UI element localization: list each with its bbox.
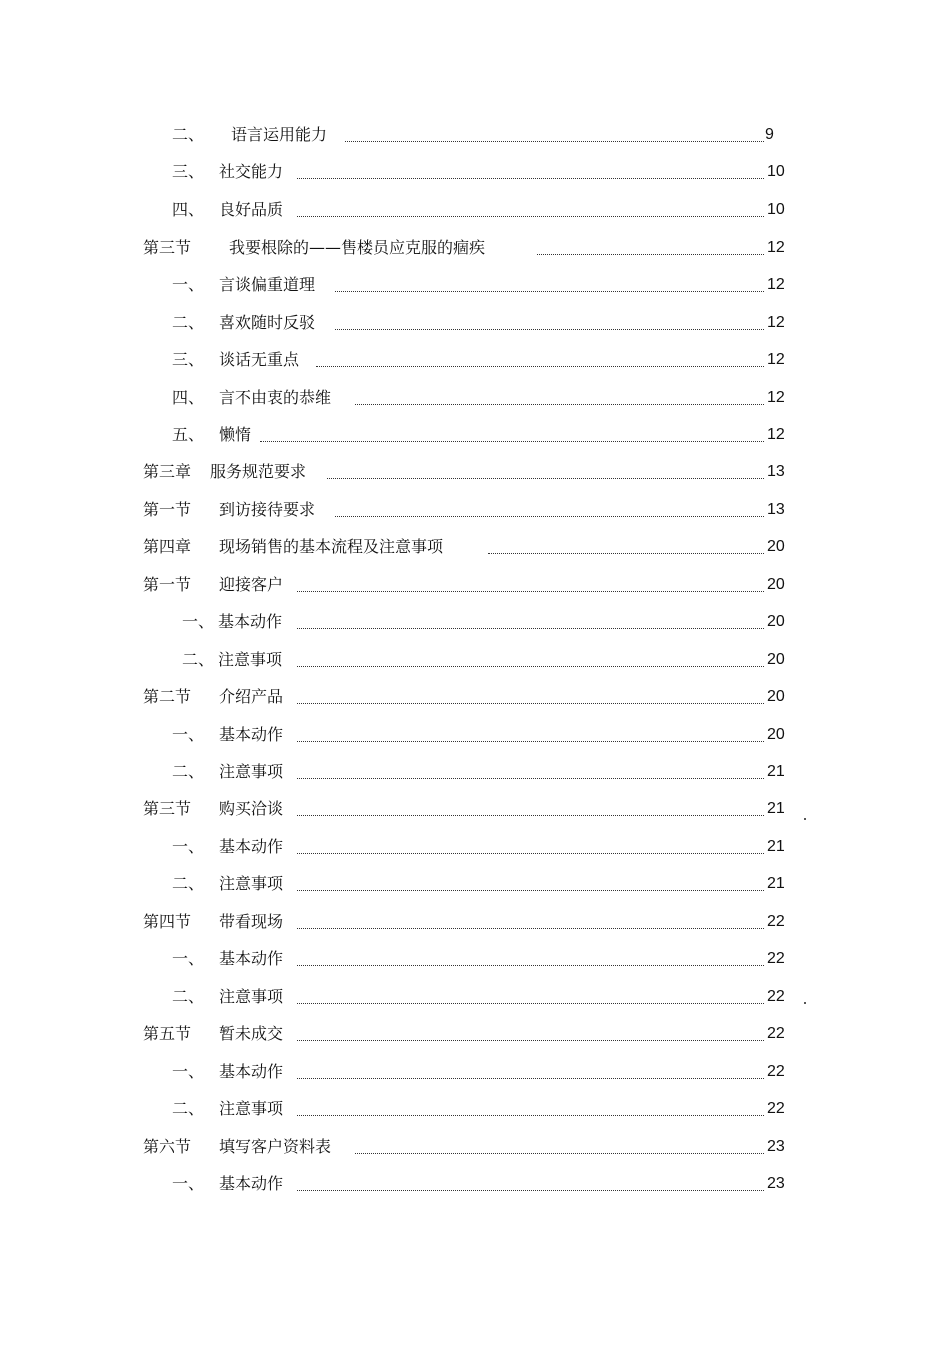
toc-entry-page-number: 22 [767, 1100, 785, 1117]
toc-entry-number: 第三节 [143, 238, 192, 257]
toc-entry-number: 五、 [172, 425, 205, 444]
toc-entry[interactable] [0, 872, 950, 896]
toc-entry-number: 三、 [172, 350, 205, 369]
toc-entry-page-number: 12 [767, 389, 785, 406]
toc-leader-dots [297, 928, 764, 929]
toc-leader-dots [297, 1003, 764, 1004]
toc-leader-dots [355, 1153, 764, 1154]
toc-entry-title: 迎接客户 [219, 575, 284, 594]
toc-entry[interactable] [0, 947, 950, 971]
toc-entry[interactable] [0, 910, 950, 934]
toc-entry-number: 第五节 [143, 1024, 192, 1043]
toc-entry-title: 言谈偏重道理 [219, 275, 316, 294]
stray-dot [804, 1002, 806, 1004]
toc-entry-page-number: 22 [767, 950, 785, 967]
toc-entry-page-number: 13 [767, 463, 785, 480]
toc-entry-page-number: 22 [767, 1025, 785, 1042]
toc-entry-page-number: 22 [767, 988, 785, 1005]
toc-entry-title: 语言运用能力 [231, 125, 328, 144]
toc-leader-dots [297, 628, 764, 629]
toc-entry-title: 喜欢随时反驳 [219, 313, 316, 332]
toc-entry[interactable] [0, 348, 950, 372]
toc-entry-number: 第一节 [143, 575, 192, 594]
toc-entry[interactable] [0, 160, 950, 184]
toc-entry-number: 一、 [172, 725, 205, 744]
toc-entry[interactable] [0, 685, 950, 709]
toc-entry[interactable] [0, 386, 950, 410]
toc-leader-dots [316, 366, 764, 367]
toc-entry[interactable] [0, 1135, 950, 1159]
toc-leader-dots [355, 404, 764, 405]
toc-entry-page-number: 23 [767, 1138, 785, 1155]
toc-entry-title: 基本动作 [219, 837, 284, 856]
toc-leader-dots [335, 291, 764, 292]
toc-entry-title: 良好品质 [219, 200, 284, 219]
toc-entry[interactable] [0, 498, 950, 522]
toc-entry-number: 一、 [172, 837, 205, 856]
toc-entry-number: 第二节 [143, 687, 192, 706]
toc-leader-dots [297, 666, 764, 667]
toc-leader-dots [297, 703, 764, 704]
toc-entry-title: 注意事项 [219, 1099, 284, 1118]
toc-entry-number: 三、 [172, 162, 205, 181]
toc-entry-page-number: 9 [765, 126, 774, 143]
toc-entry[interactable] [0, 198, 950, 222]
toc-entry-number: 二、 [172, 1099, 205, 1118]
toc-entry[interactable] [0, 835, 950, 859]
toc-entry-page-number: 10 [767, 201, 785, 218]
toc-entry[interactable] [0, 273, 950, 297]
toc-entry[interactable] [0, 236, 950, 260]
toc-leader-dots [335, 516, 764, 517]
toc-leader-dots [345, 141, 764, 142]
toc-entry-number: 四、 [172, 200, 205, 219]
toc-leader-dots [297, 890, 764, 891]
toc-entry-number: 二、 [172, 987, 205, 1006]
toc-entry-number: 一、 [182, 612, 215, 631]
toc-entry-page-number: 21 [767, 875, 785, 892]
toc-entry-page-number: 20 [767, 688, 785, 705]
toc-entry-number: 四、 [172, 388, 205, 407]
toc-entry-title: 填写客户资料表 [219, 1137, 332, 1156]
toc-entry[interactable] [0, 648, 950, 672]
toc-entry-page-number: 23 [767, 1175, 785, 1192]
toc-entry-title: 现场销售的基本流程及注意事项 [219, 537, 444, 556]
toc-leader-dots [297, 778, 764, 779]
toc-entry-title: 基本动作 [218, 612, 283, 631]
toc-leader-dots [335, 329, 764, 330]
toc-entry-number: 二、 [172, 313, 205, 332]
toc-entry[interactable] [0, 423, 950, 447]
toc-entry[interactable] [0, 797, 950, 821]
toc-entry-title: 言不由衷的恭维 [219, 388, 332, 407]
toc-entry-title: 基本动作 [219, 949, 284, 968]
toc-entry[interactable] [0, 573, 950, 597]
toc-entry-page-number: 12 [767, 276, 785, 293]
toc-entry-page-number: 20 [767, 538, 785, 555]
toc-entry-title: 注意事项 [219, 874, 284, 893]
toc-entry-number: 一、 [172, 275, 205, 294]
toc-entry-number: 第四节 [143, 912, 192, 931]
toc-entry-title: 基本动作 [219, 725, 284, 744]
toc-entry-title: 介绍产品 [219, 687, 284, 706]
toc-leader-dots [537, 254, 764, 255]
toc-entry-number: 二、 [172, 762, 205, 781]
toc-entry-title: 暂未成交 [219, 1024, 284, 1043]
toc-entry-page-number: 12 [767, 351, 785, 368]
toc-entry-page-number: 13 [767, 501, 785, 518]
toc-entry[interactable] [0, 535, 950, 559]
toc-entry[interactable] [0, 1097, 950, 1121]
toc-entry-number: 第三节 [143, 799, 192, 818]
toc-leader-dots [297, 741, 764, 742]
toc-entry-title: 服务规范要求 [210, 462, 307, 481]
toc-entry[interactable] [0, 1060, 950, 1084]
toc-entry-title: 基本动作 [219, 1174, 284, 1193]
toc-entry-page-number: 22 [767, 1063, 785, 1080]
toc-entry-title: 懒惰 [219, 425, 252, 444]
toc-entry[interactable] [0, 123, 950, 147]
toc-entry[interactable] [0, 985, 950, 1009]
toc-entry-page-number: 12 [767, 239, 785, 256]
toc-leader-dots [297, 216, 764, 217]
toc-entry-page-number: 21 [767, 763, 785, 780]
toc-leader-dots [297, 1115, 764, 1116]
toc-leader-dots [260, 441, 764, 442]
toc-leader-dots [297, 853, 764, 854]
toc-entry-title: 注意事项 [219, 762, 284, 781]
toc-entry-page-number: 21 [767, 800, 785, 817]
toc-entry[interactable] [0, 723, 950, 747]
toc-leader-dots [297, 965, 764, 966]
toc-entry-title: 带看现场 [219, 912, 284, 931]
toc-entry-page-number: 12 [767, 314, 785, 331]
toc-entry[interactable] [0, 1172, 950, 1196]
toc-entry[interactable] [0, 760, 950, 784]
toc-entry-title: 注意事项 [218, 650, 283, 669]
toc-entry-number: 第四章 [143, 537, 192, 556]
toc-entry-page-number: 12 [767, 426, 785, 443]
toc-leader-dots [327, 478, 764, 479]
toc-entry-number: 一、 [172, 949, 205, 968]
toc-entry[interactable] [0, 311, 950, 335]
toc-entry-number: 二、 [172, 125, 205, 144]
toc-entry-title: 我要根除的——售楼员应克服的痼疾 [229, 238, 486, 257]
toc-leader-dots [488, 553, 764, 554]
toc-entry-number: 二、 [182, 650, 215, 669]
toc-entry-page-number: 21 [767, 838, 785, 855]
toc-entry-title: 谈话无重点 [219, 350, 300, 369]
toc-entry-number: 一、 [172, 1062, 205, 1081]
toc-entry-number: 第六节 [143, 1137, 192, 1156]
toc-entry-page-number: 20 [767, 651, 785, 668]
toc-entry-page-number: 10 [767, 163, 785, 180]
toc-entry-page-number: 20 [767, 576, 785, 593]
toc-leader-dots [297, 815, 764, 816]
toc-leader-dots [297, 1040, 764, 1041]
toc-leader-dots [297, 1078, 764, 1079]
toc-entry-page-number: 20 [767, 726, 785, 743]
toc-entry-title: 到访接待要求 [219, 500, 316, 519]
toc-leader-dots [297, 1190, 764, 1191]
stray-dot [804, 818, 806, 820]
toc-entry-number: 第一节 [143, 500, 192, 519]
toc-entry-title: 购买洽谈 [219, 799, 284, 818]
toc-entry-title: 社交能力 [219, 162, 284, 181]
toc-entry-number: 二、 [172, 874, 205, 893]
toc-entry-page-number: 20 [767, 613, 785, 630]
toc-entry[interactable] [0, 1022, 950, 1046]
toc-entry[interactable] [0, 460, 950, 484]
toc-leader-dots [297, 591, 764, 592]
toc-entry-title: 注意事项 [219, 987, 284, 1006]
toc-entry-number: 一、 [172, 1174, 205, 1193]
toc-entry-number: 第三章 [143, 462, 192, 481]
toc-entry-title: 基本动作 [219, 1062, 284, 1081]
toc-entry-page-number: 22 [767, 913, 785, 930]
toc-leader-dots [297, 178, 764, 179]
toc-entry[interactable] [0, 610, 950, 634]
